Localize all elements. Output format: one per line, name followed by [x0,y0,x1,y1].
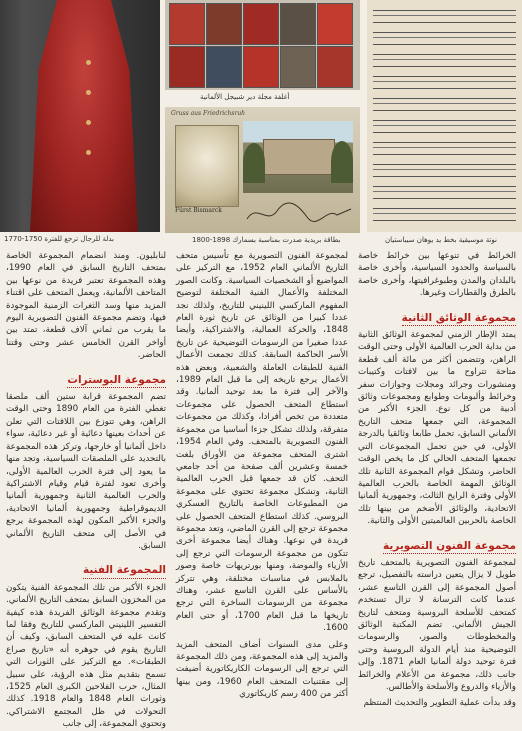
music-staff [373,76,516,89]
coat-button [86,120,91,125]
section-heading: مجموعة الفنون التصويرية [383,540,516,554]
paragraph: الجزء الأكبر من تلك المجموعة الفنية يتكون من المخزون السابق بمتحف التاريخ الألماني. وتقدم مجموعة الوثائق الفريدة هذه كيفية التفسير اللينيني الماركسي للتاريخ وفقا لما كانت عليه في المتحف السابق، وكيف أن التاريخ يقوم في جوهره أنه «تاريخ صراع الطبقات». مع التركيز على الثورات التي تسمح بتقديم مثل هذه الرؤية، على سبيل المثال، حرب الفلاحين الكبرى العام 1525، وثورات العام 1848 والعام 1918. كذلك التحولات في ظل المجتمع الاشتراكي. وتحتوي المجموعة، إلى جانب [6,582,166,730]
section-heading: مجموعة البوسترات [67,374,166,388]
handwritten-signature [245,199,355,227]
magazine-cover [169,3,205,45]
text-column-right [358,250,516,718]
text-column-left [6,250,166,730]
tree [243,143,265,183]
magazines-caption: أغلفة مجلة دير شبيجل الألمانية [200,93,290,101]
paragraph: وعلى مدى السنوات أضاف المتحف المزيد والمزيد إلى هذه المجموعة، ومن ذلك المجموعة التي ترجع إلى الرسومات الكاريكاتورية أضيفت إلى مقتنيات المتحف العام 1960، ومن بينها أكثر من 400 رسم كاريكاتوري [176,639,349,700]
music-staff [373,98,516,111]
music-staff [373,120,516,133]
red-jacket-photo [0,0,160,232]
magazine-cover [206,46,242,88]
postcard-caption: بطاقة بريدية صدرت بمناسبة بسمارك 1898-1800 [192,236,341,244]
tree [331,141,353,183]
music-staff [373,32,516,45]
castle-building [263,139,335,175]
paragraph: لنابليون. ومنذ انضمام المجموعة الخاصة بمتحف التاريخ السابق في العام 1990، وهذه المجموعة تعتبر فريدة من نوعها بين المتاحف الألمانية، ويعمل المتحف على اقتناء المزيد منها وسد الثغرات الزمنية الموجودة فيها، وتضم مجموعة الفنون التصويرية اليوم ما يقرب من ثماني آلاف قطعة، تمتد بين أواخر القرن الخامس عشر وحتى وقتنا الحاضر. [6,251,166,361]
magazine-cover [280,3,316,45]
paragraph: لمجموعة الفنون التصويرية مع تأسيس متحف التاريخ الألماني العام 1952، مع التركيز على المواضيع أو الشخصيات السياسية. وكانت الصور المختلفة والأعمال الفنية المختلفة لتوضيح المفهوم الماركسي اللينيني للتاريخ، ولذلك نجد عددا كبيرا من الوثائق عن تاريخ ثورة العام 1848، والحركة العمالية، والاشتراكية، وأيضا عددا صغيرا من الرسومات التوضيحية عن تاريخ الأسر الحاكمة السابقة. كذلك تجمعت الأعمال الفنية للطبقات العاملة والشعبية، وبعض هذه الأعمال يرجع تاريخه إلى ما قبل العام 1989، والآخر إلى فترة ما بعد توحيد ألمانيا. وقد استطاع المتحف الحصول على مجموعات متعددة من تخص أفرادا، وكذلك من مجموعات متفرقة، ولذلك تشكل جزءا أساسيا من مجموعة الفنون التصويرية بالمتحف. وفي العام 1954، اشترى المتحف مجموعة من الأوراق بلغت خمسة وعشرين ألف صفحة من أحد جامعي التحف. كان قد جمعها قبل الحرب العالمية الثانية، وتشكل مجموعة تحتوي على مجموعة من المطبوعات الخاصة بالتاريخ العسكري البروسي. كذلك استطاع المتحف الحصول على مجموعة ترجع إلى القرن الماضي، وتعد مجموعة فريدة في نوعها. وهناك أيضا مجموعة أخرى تتكون من مجموعة الرسومات التي ترجع إلى الأزياء والموضة، ومنها بورتريهات خاصة وصور بالملابس في مناسبات مختلفة، وهي تتركز بالأساس على القرن التاسع عشر، وهناك مجموعة من الرسومات الساخرة التي ترجع تاريخها ما قبل العام 1700، أو حتى العام 1600. [176,251,348,634]
magazine-cover [243,3,279,45]
coat-button [86,60,91,65]
magazine-cover [206,3,242,45]
music-staff [373,208,516,221]
magazine-cover [169,46,205,88]
music-staff [373,164,516,177]
paragraph: وقد بدأت عملية التطوير والتحديث المنتظم [363,698,516,709]
music-score-photo [367,0,522,232]
magazine-cover [317,3,353,45]
music-staff [373,10,516,23]
paragraph: الخرائط في تنوعها بين خرائط خاصة بالسياسة والحدود السياسية، وأخرى خاصة بالبلدان والمدن وطبوغرافيتها، وأخرى خاصة بالطرق والقطارات وغيرها. [358,251,516,299]
section-heading: المجموعة الفنية [83,564,166,578]
paragraph: يمتد الإطار الزمني لمجموعة الوثائق الثانية من بداية الحرب العالمية الأولى وحتى الوقت الراهن، وتتضمن أكثر من مائة ألف قطعة متاحة تتراوح ما بين لافتات وكتيبات ومنشورات وجرائد ومجلات وجوازات سفر وخرائط وألبومات وطوابع ومجموعات وثائق أدبية من كل نوع. الجزء الأكبر من المجموعة، التي جمعها متحف التاريخ الألماني السابق، تحمل طابعا وثائقيا بالدرجة الأولى، في حين تحمل المجموعات التي تجمعها المتحف الحالي كل ما يخص الوقت الحاضر، وتشكل قوام المجموعة الثانية تلك الوثائق المهمة الخاصة بالحرب العالمية الأولى وفترة الرايخ الثالث، وجمهورية ألمانيا الاتحادية، والوثائق الأضخم من بينها تلك الخاصة بالحربين العالميتين الأولى والثانية. [358,330,516,527]
text-column-middle [176,250,348,718]
music-staff [373,186,516,199]
score-caption: نوتة موسيقية بخط يد يوهان سيباستيان [385,236,497,244]
bismarck-portrait [175,125,239,207]
postcard-header: Gruss aus Friedrichsruh [171,110,246,117]
section-heading: مجموعة الوثائق الثانية [402,312,516,326]
paragraph: لمجموعة الفنون التصويرية بالمتحف تاريخ طويل لا يزال يتعين دراسته بالتفصيل، ترجع أصول المجموعة إلى القرن التاسع عشر، عندما كانت الترسانة لا تزال تستخدم كمتحف للأسلحة البروسية ومتحف لتاريخ الجيش الألماني. تضم المكتبة الوثائق والمخطوطات والصور، والرسومات التوضيحية منذ أيام الدولة البروسية وحتى فترة توحيد دولة ألمانيا العام 1871. وإلى جانب ذلك، مجموعة من الأعلام والخرائط والأزياء والدروع والأسلحة والأطالس. [358,557,516,692]
magazine-covers-photo [165,0,360,90]
bismarck-postcard-photo [165,107,360,233]
magazine-cover [317,46,353,88]
music-staff [373,54,516,67]
music-staff [373,142,516,155]
jacket-caption: بدلة للرجال ترجع للفترة 1750-1770 [4,235,114,243]
paragraph: تضم المجموعة قرابة ستين ألف ملصقا تغطي الفترة من العام 1890 وحتى الوقت الراهن، وهي تتوزع بين اللافتات التي تعلن عن أحداث بعينها دعائية أو غير دعائية، سواء داخل ألمانيا أو خارجها، وتركز هذه المجموعة بالتحديد على الملصقات السياسية، وتجد منها ما يعود إلى فترة الحرب العالمية الأولى، وأخرى تعود لفترة قيام وقيام الاشتراكية والحرب العالمية الثانية وجمهورية ألمانيا الديموقراطية وجمهورية ألمانيا الاتحادية، والجزء الأكبر المكون لهذه المجموعة يرجع في الأصل إلى متحف التاريخ الألماني السابق. [6,392,166,551]
postcard-name: Fürst Bismarck [175,207,222,214]
coat-button [86,90,91,95]
red-coat-shape [30,0,138,232]
coat-button [86,150,91,155]
magazine-cover [243,46,279,88]
magazine-cover [280,46,316,88]
castle-scene [243,121,353,193]
